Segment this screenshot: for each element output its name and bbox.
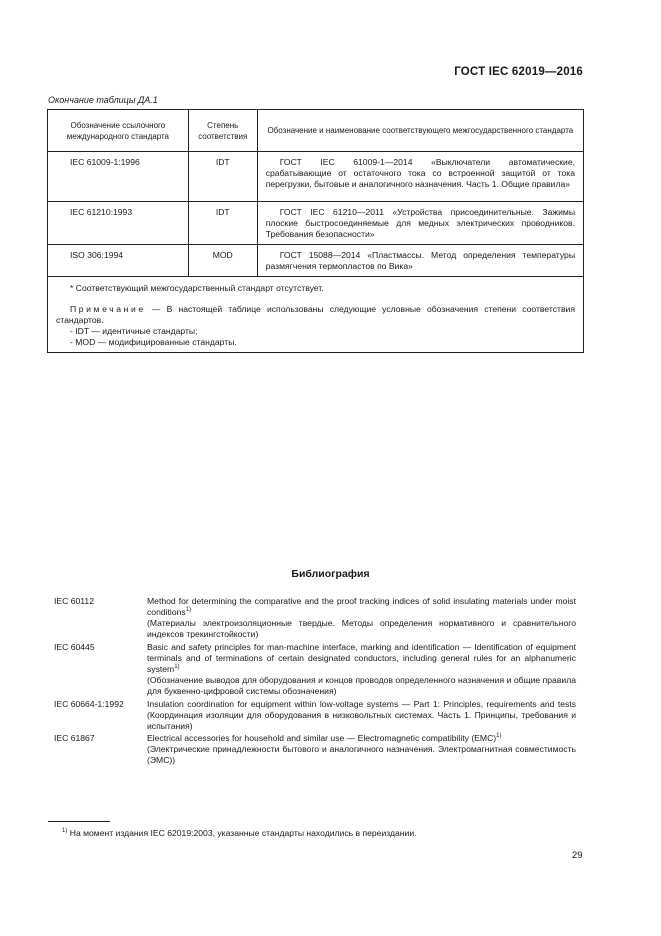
table-row bbox=[48, 152, 584, 202]
bib-title-ru: (Обозначение выводов для оборудования и концов проводов определенного назначения и общие правила для буквенно-цифровой системы обозначения) bbox=[147, 675, 576, 696]
footnote-divider bbox=[48, 821, 110, 822]
table-row bbox=[48, 245, 584, 277]
table-caption: Окончание таблицы ДА.1 bbox=[48, 95, 158, 105]
column-header-national: Обозначение и наименование соответствующего межгосударственного стандарта bbox=[257, 110, 583, 152]
cell-intl-standard: ISO 306:1994 bbox=[48, 245, 189, 277]
table-row bbox=[48, 202, 584, 245]
footnote-ref: 1) bbox=[185, 607, 192, 614]
bibliography-entry bbox=[54, 733, 576, 766]
bib-title-en: Basic and safety principles for man-machine interface, marking and identification — Identification of equipment terminals and of terminations of certain designated conductors, including general rules for an alphanumeric system bbox=[147, 642, 576, 674]
bibliography-entry bbox=[54, 642, 576, 697]
cell-degree: IDT bbox=[188, 202, 257, 245]
bib-title-en: Method for determining the comparative and the proof tracking indices of solid insulating materials under moist conditions bbox=[147, 596, 576, 617]
note-label: Примечание bbox=[70, 304, 146, 314]
document-header: ГОСТ IEC 62019—2016 bbox=[454, 66, 583, 78]
cell-intl-standard: IEC 61210:1993 bbox=[48, 202, 189, 245]
bib-title-en: Electrical accessories for household and similar use — Electromagnetic compatibility (EMC) bbox=[147, 733, 497, 743]
cell-national-standard: ГОСТ IEC 61009-1—2014 «Выключатели автоматические, срабатывающие от остаточного тока со встроенной защитой от тока перегрузки, бытовые и аналогичного назначения. Часть 1. Общие правила» bbox=[257, 152, 583, 202]
bib-code: IEC 60445 bbox=[54, 642, 95, 652]
bib-title-ru: (Электрические принадлежности бытового и аналогичного назначения. Электромагнитная совместимость (ЭМС)) bbox=[147, 744, 576, 765]
page-footnote bbox=[62, 828, 417, 838]
bibliography-entry bbox=[54, 596, 576, 640]
page-number: 29 bbox=[572, 850, 583, 861]
footnote-ref: 1) bbox=[174, 664, 180, 671]
bib-title-en: Insulation coordination for equipment within low-voltage systems — Part 1: Principles, requirements and tests (Координация изоляции для оборудования в низковольтных системах. Часть 1. Принципы, требования и испытания) bbox=[147, 699, 576, 731]
cell-national-standard: ГОСТ IEC 61210—2011 «Устройства присоединительные. Зажимы плоские быстросоединяемые для медных электрических проводников. Требования безопасности» bbox=[257, 202, 583, 245]
cell-national-standard: ГОСТ 15088—2014 «Пластмассы. Метод определения температуры размягчения термопластов по Вика» bbox=[257, 245, 583, 277]
footnote-mark: 1) bbox=[62, 828, 68, 835]
column-header-degree: Степень соответствия bbox=[188, 110, 257, 152]
bibliography-entry bbox=[54, 699, 576, 732]
column-header-intl: Обозначение ссылочного международного стандарта bbox=[48, 110, 189, 152]
footnote-ref: 1) bbox=[496, 733, 502, 740]
bib-code: IEC 60112 bbox=[54, 596, 94, 606]
table-notes bbox=[48, 277, 584, 353]
bib-code: IEC 61867 bbox=[54, 733, 95, 743]
bib-title-ru: (Материалы электроизоляционные твердые. Методы определения нормативного и сравнительного индексов трекингстойкости) bbox=[147, 618, 576, 639]
table-header-row bbox=[48, 110, 584, 152]
footnote-text: На момент издания IEC 62019:2003, указанные стандарты находились в переиздании. bbox=[67, 828, 417, 838]
cell-degree: MOD bbox=[188, 245, 257, 277]
cell-degree: IDT bbox=[188, 152, 257, 202]
bibliography-title: Библиография bbox=[291, 568, 370, 580]
bib-code: IEC 60664-1:1992 bbox=[54, 699, 124, 709]
cell-intl-standard: IEC 61009-1:1996 bbox=[48, 152, 189, 202]
table-note bbox=[56, 304, 575, 326]
note-item: - IDT — идентичные стандарты; bbox=[70, 326, 198, 336]
reference-table bbox=[47, 109, 584, 353]
table-notes-row bbox=[48, 277, 584, 353]
note-text: — В настоящей таблице использованы следующие условные обозначения степени соответствия стандартов. bbox=[56, 304, 575, 325]
star-footnote: * Соответствующий межгосударственный стандарт отсутствует. bbox=[70, 283, 324, 293]
note-item: - MOD — модифицированные стандарты. bbox=[70, 337, 237, 347]
